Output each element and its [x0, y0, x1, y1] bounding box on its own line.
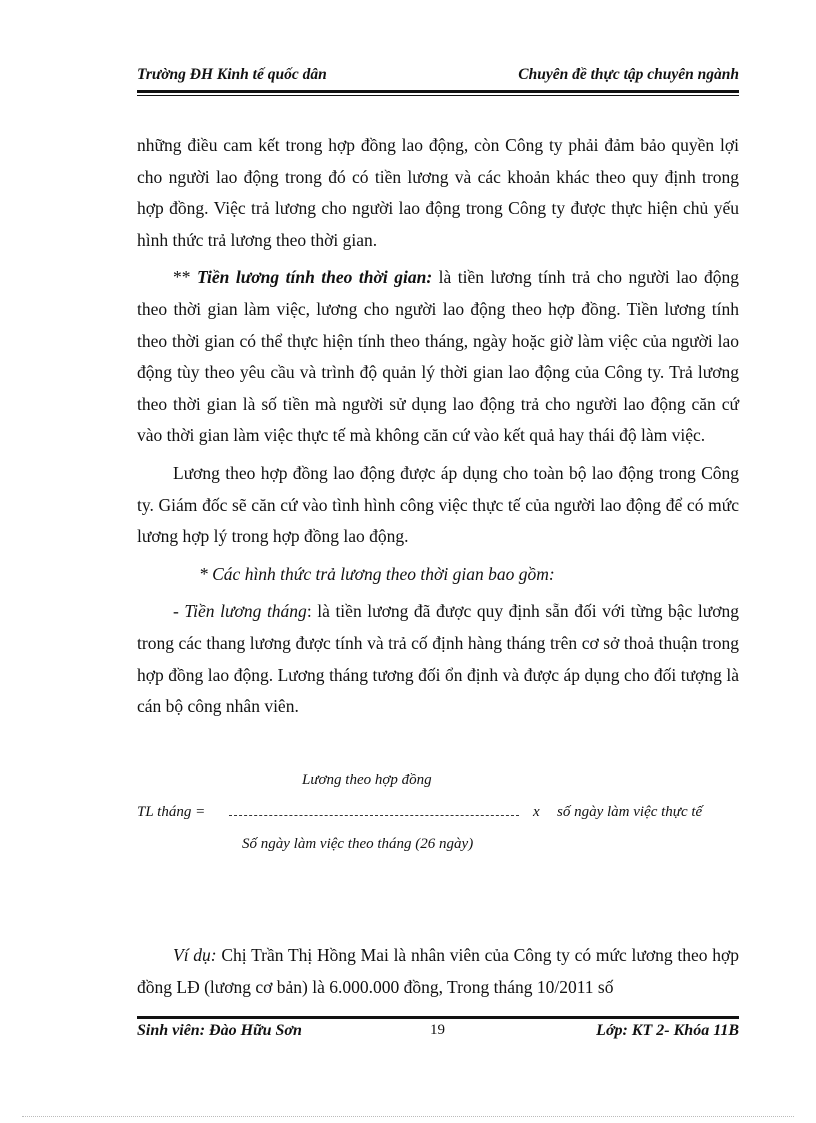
paragraph-2-rest: là tiền lương tính trả cho người lao động theo thời gian làm việc, lương cho người lao động theo hợp đồng. Tiền lương tính theo thời gian có thể thực hiện tính theo tháng, ngày hoặc giờ làm việc của người lao động tùy theo yêu cầu và trình độ quản lý thời gian lao động của Công ty. Trả lương theo thời gian là số tiền mà người sử dụng lao động trả cho người lao động căn cứ vào thời gian làm việc thực tế mà không căn cứ vào kết quả hay thái độ làm việc.	[137, 267, 740, 446]
footer-class: Lớp: KT 2- Khóa 11B	[596, 1022, 739, 1039]
paragraph-2-prefix: **	[173, 267, 197, 288]
formula-times: x	[533, 804, 540, 820]
paragraph-monthly-wage	[137, 596, 739, 722]
header-rule-thick	[137, 90, 739, 93]
page-header	[137, 66, 739, 92]
formula-lhs: TL tháng =	[137, 804, 206, 820]
example-paragraph	[137, 940, 739, 1003]
body-text	[137, 130, 739, 723]
header-school: Trường ĐH Kinh tế quốc dân	[137, 66, 327, 83]
example-label: Ví dụ:	[173, 945, 217, 965]
paragraph-1: những điều cam kết trong hợp đồng lao động, còn Công ty phải đảm bảo quyền lợi cho người lao động trong đó có tiền lương và các khoản khác theo quy định trong hợp đồng. Việc trả lương cho người lao động trong Công ty được thực hiện chủ yếu hình thức trả lương theo thời gian.	[137, 135, 739, 250]
formula-numerator: Lương theo hợp đồng	[302, 772, 432, 788]
page-edge-dotted-line	[22, 1116, 794, 1117]
page-number: 19	[430, 1022, 445, 1038]
paragraph-5-prefix: -	[173, 601, 185, 622]
paragraph-3: Lương theo hợp đồng lao động được áp dụng cho toàn bộ lao động trong Công ty. Giám đốc sẽ căn cứ vào tình hình công việc thực tế của người lao động để có mức lương hợp lý trong hợp đồng lao động.	[137, 462, 739, 547]
page-footer	[137, 1022, 739, 1046]
term-time-wage: Tiền lương tính theo thời gian:	[197, 267, 433, 288]
wage-formula	[137, 772, 739, 862]
paragraph-5-rest: : là tiền lương đã được quy định sẵn đối với từng bậc lương trong các thang lương được tính và trả cố định hàng tháng trên cơ sở thoả thuận trong hợp đồng lao động. Lương tháng tương đối ổn định và được áp dụng cho đối tượng là cán bộ công nhân viên.	[137, 601, 739, 717]
paragraph-2	[137, 262, 739, 452]
header-title: Chuyên đề thực tập chuyên ngành	[518, 66, 739, 83]
subheading-time-wage-forms: * Các hình thức trả lương theo thời gian bao gồm:	[199, 563, 555, 584]
formula-rhs: số ngày làm việc thực tế	[557, 804, 703, 820]
formula-fraction-line	[229, 815, 519, 816]
term-monthly-wage: Tiền lương tháng	[184, 601, 307, 622]
example-text: Chị Trần Thị Hồng Mai là nhân viên của Công ty có mức lương theo hợp đồng LĐ (lương cơ bản) là 6.000.000 đồng, Trong tháng 10/2011 số	[137, 945, 739, 997]
formula-denominator: Số ngày làm việc theo tháng (26 ngày)	[242, 836, 474, 852]
header-rule-thin	[137, 95, 739, 96]
footer-rule-thick	[137, 1016, 739, 1019]
footer-student: Sinh viên: Đào Hữu Sơn	[137, 1022, 302, 1039]
